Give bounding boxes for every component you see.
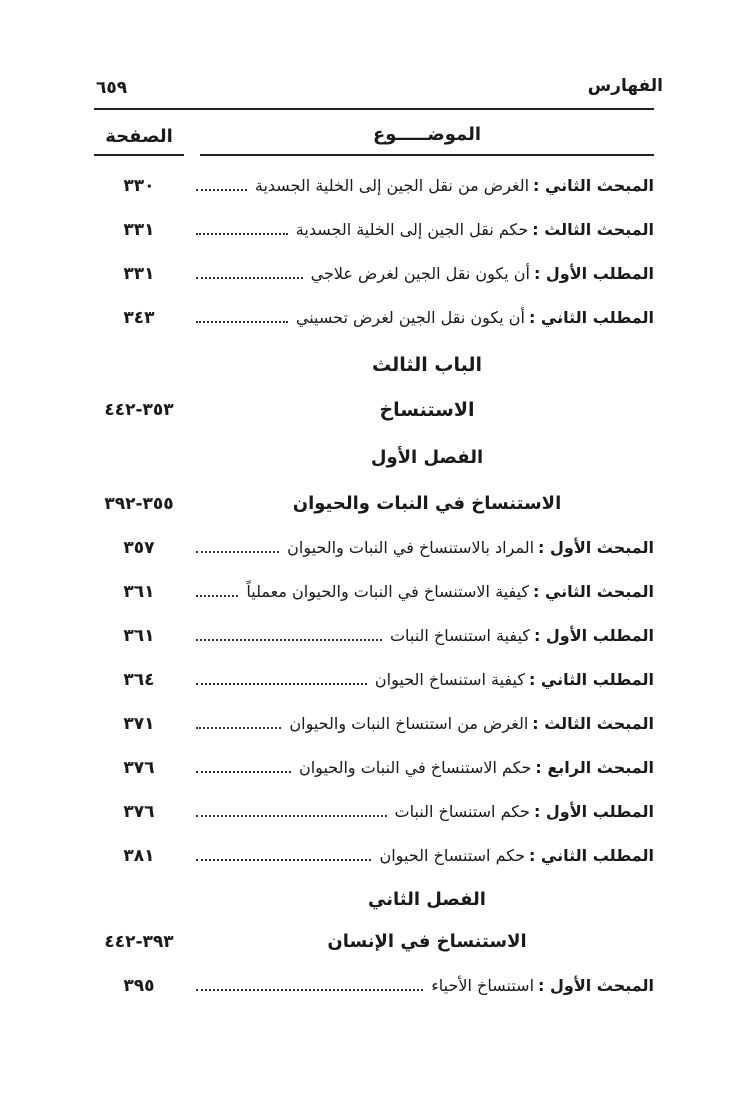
toc-entry-title: كيفية الاستنساخ في النبات والحيوان معملياً [246, 582, 530, 601]
toc-entry[interactable] [94, 300, 654, 336]
toc-entry-title: استنساخ الأحياء [431, 976, 535, 995]
toc-entry-page: ٣٦١ [123, 582, 155, 602]
toc-entry-page: ٣٣١ [123, 220, 155, 240]
toc-entry-title: كيفية استنساخ الحيوان [374, 670, 525, 689]
running-header-title: الفهارس [587, 76, 663, 96]
toc-entry[interactable] [94, 256, 654, 292]
chapter-heading: الفصل الثاني [368, 889, 486, 910]
toc-entry-title: المراد بالاستنساخ في النبات والحيوان [287, 538, 535, 557]
toc-entry-page: ٣٦١ [123, 626, 155, 646]
toc-entry[interactable] [94, 794, 654, 830]
dot-leader [196, 233, 288, 235]
column-head-subject-rule [200, 154, 654, 156]
toc-entry[interactable] [94, 662, 654, 698]
dot-leader [196, 815, 387, 817]
toc-entry[interactable] [94, 750, 654, 786]
chapter-heading: الفصل الأول [370, 447, 484, 468]
toc-entry-title: الغرض من استنساخ النبات والحيوان [289, 714, 529, 733]
toc-entry-page: ٣٧٦ [123, 758, 155, 778]
toc-entry-label: المبحث الأول : [538, 538, 654, 557]
toc-entry-title: حكم الاستنساخ في النبات والحيوان [298, 758, 532, 777]
toc-entry[interactable] [94, 168, 654, 204]
dot-leader [196, 727, 281, 729]
section-heading[interactable]: الاستنساخ في النبات والحيوان [292, 493, 562, 514]
toc-entry-label: المطلب الثاني : [528, 670, 654, 689]
dot-leader [196, 595, 238, 597]
toc-entry[interactable] [94, 706, 654, 742]
toc-entry-label: المبحث الرابع : [535, 758, 654, 777]
toc-entry-page: ٣٣٠ [123, 176, 155, 196]
toc-entry-page: ٣٦٤ [123, 670, 155, 690]
toc-entry[interactable] [94, 838, 654, 874]
toc-entry[interactable] [94, 530, 654, 566]
dot-leader [196, 989, 423, 991]
toc-entry-page: ٣٨١ [123, 846, 155, 866]
dot-leader [196, 321, 288, 323]
toc-entry-title: الغرض من نقل الجين إلى الخلية الجسدية [254, 176, 530, 195]
dot-leader [196, 771, 291, 773]
toc-entry-label: المبحث الثالث : [532, 220, 654, 239]
column-head-page: الصفحة [105, 126, 173, 147]
toc-entry-title: حكم استنساخ الحيوان [379, 846, 525, 865]
part-heading: الباب الثالث [371, 354, 483, 376]
toc-entry-page: ٣٣١ [123, 264, 155, 284]
toc-entry[interactable] [94, 968, 654, 1004]
dot-leader [196, 859, 371, 861]
dot-leader [196, 639, 382, 641]
column-head-page-rule [94, 154, 184, 156]
page-number: ٦٥٩ [96, 78, 128, 98]
column-head-subject: الموضـــــوع [372, 124, 482, 145]
section-heading[interactable]: الاستنساخ [379, 399, 475, 421]
toc-entry-label: المطلب الثاني : [528, 846, 654, 865]
header-divider [94, 108, 654, 110]
toc-entry-page: ٣٧١ [123, 714, 155, 734]
toc-entry-label: المبحث الثاني : [533, 582, 654, 601]
dot-leader [196, 277, 303, 279]
toc-entry-label: المطلب الأول : [533, 264, 654, 283]
toc-entry-label: المطلب الأول : [533, 626, 654, 645]
toc-entry-label: المبحث الثالث : [532, 714, 654, 733]
toc-entry-title: حكم نقل الجين إلى الخلية الجسدية [295, 220, 529, 239]
toc-entry-page: ٣٥٧ [123, 538, 155, 558]
heading-page-range: ٣٥٥-٣٩٢ [104, 494, 174, 514]
section-heading[interactable]: الاستنساخ في الإنسان [327, 931, 527, 952]
toc-entry-label: المطلب الأول : [533, 802, 654, 821]
toc-entry[interactable] [94, 574, 654, 610]
heading-page-range: ٣٩٣-٤٤٢ [104, 932, 174, 952]
toc-entry[interactable] [94, 618, 654, 654]
heading-page-range: ٣٥٣-٤٤٢ [104, 400, 174, 420]
dot-leader [196, 683, 367, 685]
toc-entry-page: ٣٩٥ [123, 976, 155, 996]
toc-entry-title: حكم استنساخ النبات [394, 802, 530, 821]
dot-leader [196, 189, 247, 191]
toc-entry-page: ٣٤٣ [123, 308, 155, 328]
toc-entry-label: المطلب الثاني : [528, 308, 654, 327]
toc-entry-title: أن يكون نقل الجين لغرض تحسيني [295, 308, 525, 327]
toc-entry-label: المبحث الأول : [538, 976, 654, 995]
toc-entry-title: كيفية استنساخ النبات [389, 626, 530, 645]
toc-entry[interactable] [94, 212, 654, 248]
toc-entry-label: المبحث الثاني : [533, 176, 654, 195]
dot-leader [196, 551, 279, 553]
toc-entry-title: أن يكون نقل الجين لغرض علاجي [310, 264, 530, 283]
toc-entry-page: ٣٧٦ [123, 802, 155, 822]
